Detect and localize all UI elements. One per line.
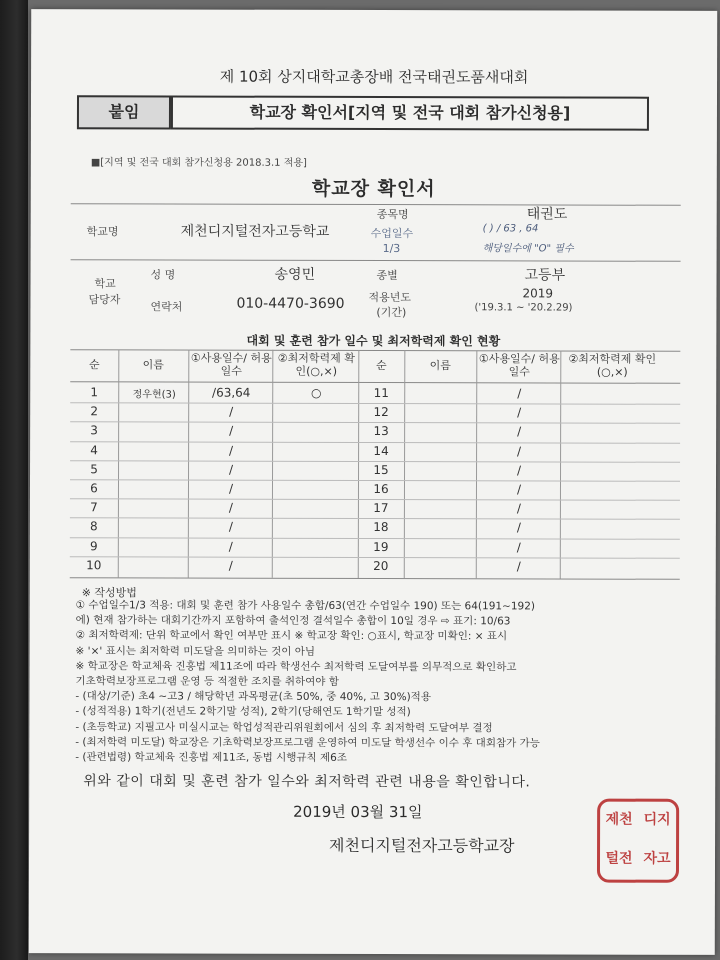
grid-header-line xyxy=(70,381,680,384)
col-header-no: 순 xyxy=(88,358,100,372)
days-value: ( ) / 63 , 64 xyxy=(482,223,539,235)
official-seal xyxy=(597,799,679,883)
binder-edge xyxy=(0,0,28,960)
grid-cell-days: / xyxy=(516,520,521,535)
grid-cell-days: / xyxy=(516,559,521,574)
grid-cell-days: / xyxy=(516,482,522,497)
grid-cell-no: 16 xyxy=(373,482,389,497)
seal-text: 털전 xyxy=(605,850,633,867)
event-value: 태권도 xyxy=(526,206,568,223)
confirmation-date: 2019년 03월 31일 xyxy=(293,802,423,822)
grid-cell-no: 2 xyxy=(90,404,99,419)
days-fraction: 1/3 xyxy=(382,242,401,256)
staff-label-2: 담당자 xyxy=(88,293,121,307)
grid-cell-days: / xyxy=(229,404,234,419)
col-header-days-2: ①사용일수/ 허용일수 xyxy=(478,352,560,379)
grid-cell-no: 13 xyxy=(373,424,389,439)
grid-cell-no: 18 xyxy=(373,520,389,535)
col-header-check: ②최저학력제 확인(○,×) xyxy=(277,351,355,378)
seal-text: 디지 xyxy=(643,811,671,828)
grid-cell-no: 10 xyxy=(86,558,102,573)
grid-cell-days: / xyxy=(228,481,234,496)
grid-cell-no: 19 xyxy=(373,539,389,554)
year-label-1: 적용년도 xyxy=(368,290,412,305)
instruction-line: ※ 학교장은 학교체육 진흥법 제11조에 따라 학생선수 최저학력 도달여부를 의무적으로 확인하고 xyxy=(75,660,517,674)
grid-cell-no: 15 xyxy=(373,462,389,477)
divider xyxy=(71,203,681,206)
confirmation-statement: 위와 같이 대회 및 훈련 참가 일수와 최저학력 관련 내용을 확인합니다. xyxy=(83,773,531,791)
applicability-note: ■[지역 및 전국 대회 참가신청용 2018.3.1 적용] xyxy=(90,157,307,169)
school-name: 제천디지털전자고등학교 xyxy=(180,223,330,240)
category-value: 고등부 xyxy=(524,267,566,284)
grid-cell-days: / xyxy=(517,405,522,420)
grid-top-line xyxy=(70,349,680,352)
document-page xyxy=(29,9,717,955)
principal-signature-line: 제천디지털전자고등학교장 xyxy=(329,835,515,856)
grid-cell-no: 12 xyxy=(373,405,389,420)
year-value: 2019 xyxy=(522,286,554,301)
grid-cell-no: 8 xyxy=(90,519,98,534)
grid-title: 대회 및 훈련 참가 일수 및 최저학력제 확인 현황 xyxy=(246,333,501,349)
instruction-line: 기초학력보장프로그램 운영 등 적절한 조치를 취하여야 함 xyxy=(75,675,339,688)
instructions-heading: ※ 작성방법 xyxy=(81,586,137,600)
grid-cell-no: 3 xyxy=(90,423,98,438)
grid-cell-no: 14 xyxy=(373,443,389,458)
grid-cell-days: / xyxy=(516,463,522,478)
category-label: 종별 xyxy=(376,269,398,283)
grid-cell-days: / xyxy=(228,520,233,535)
event-label: 종목명 xyxy=(376,208,409,222)
days-label: 수업일수 xyxy=(370,226,414,241)
grid-cell-days: / xyxy=(516,539,521,554)
name-label: 성 명 xyxy=(150,268,176,282)
year-label-2: (기간) xyxy=(376,306,407,320)
instruction-line: - (초등학교) 지필고사 미실시교는 학업성적관리위원회에서 심의 후 최저학력 도달여부 결정 xyxy=(75,720,493,734)
grid-cell-no: 7 xyxy=(90,500,98,515)
grid-cell-no: 4 xyxy=(90,442,98,457)
name-value: 송영민 xyxy=(274,266,316,283)
seal-text: 자고 xyxy=(643,850,671,867)
grid-cell-no: 5 xyxy=(90,462,98,477)
divider xyxy=(71,259,681,262)
grid-cell-days: / xyxy=(517,424,522,439)
grid-cell-days: / xyxy=(516,501,521,516)
grid-cell-days: / xyxy=(228,539,233,554)
grid-cell-days: / xyxy=(229,424,234,439)
grid-cell-days: / xyxy=(517,386,522,401)
seal-text: 제천 xyxy=(605,811,633,828)
grid-cell-no: 11 xyxy=(373,386,389,401)
days-note: 해당일수에 "O" 필수 xyxy=(482,243,574,255)
staff-label-1: 학교 xyxy=(94,277,116,291)
col-header-days: ①사용일수/ 허용일수 xyxy=(190,351,272,378)
form-title: 학교장 확인서 xyxy=(311,177,436,201)
contact-value: 010-4470-3690 xyxy=(236,295,345,312)
grid-cell-no: 17 xyxy=(373,501,389,516)
grid-cell-days: / xyxy=(517,443,522,458)
col-header-name-2: 이름 xyxy=(429,359,451,373)
col-header-name: 이름 xyxy=(142,358,164,372)
col-header-no-2: 순 xyxy=(375,359,387,373)
instruction-line: - (성적적용) 1학기(전년도 2학기말 성적), 2학기(당해연도 1학기말 성적) xyxy=(75,705,411,719)
school-label: 학교명 xyxy=(86,225,119,239)
attachment-label: 붙임 xyxy=(77,95,171,129)
instruction-line: ※ '×' 표시는 최저학력 미도달을 의미하는 것이 아님 xyxy=(75,644,316,658)
grid-cell-days: /63,64 xyxy=(212,385,251,400)
instruction-line: ① 수업일수1/3 적용: 대회 및 훈련 참가 사용일수 총합/63(연간 수업일수 190) 또는 64(191~192) xyxy=(75,599,536,613)
col-header-check-2: ②최저학력제 확인(○,×) xyxy=(568,352,657,379)
grid-cell-days: / xyxy=(228,462,234,477)
period-value: ('19.3.1 ~ '20.2.29) xyxy=(474,302,573,314)
instruction-line: - (최저학력 미도달) 학교장은 기초학력보장프로그램 운영하여 미도달 학생선수 이수 후 대회참가 가능 xyxy=(75,736,540,750)
instruction-line: - (관련법령) 학교체육 진흥법 제11조, 동법 시행규칙 제6조 xyxy=(75,751,348,764)
grid-cell-days: / xyxy=(228,500,233,515)
grid-cell-no: 20 xyxy=(373,558,389,573)
instruction-line: 에) 현재 참가하는 대회기간까지 포함하여 출석인정 결석일수 총합이 10일 경우 ⇨ 표기: 10/63 xyxy=(75,614,511,628)
contact-label: 연락처 xyxy=(150,300,183,314)
grid-cell-no: 9 xyxy=(89,538,98,553)
grid-cell-no: 1 xyxy=(90,385,99,400)
document-title: 학교장 확인서[지역 및 전국 대회 참가신청용] xyxy=(171,95,649,130)
grid-cell-days: / xyxy=(229,443,234,458)
grid-cell-name: 정우현(3) xyxy=(132,389,176,401)
instruction-line: ② 최저학력제: 단위 학교에서 확인 여부만 표시 ※ 학교장 확인: ○표시, 학교장 미확인: × 표시 xyxy=(75,629,508,643)
grid-bottom-line xyxy=(70,577,680,580)
event-title: 제 10회 상지대학교총장배 전국태권도품새대회 xyxy=(219,67,529,87)
grid-cell-check: ○ xyxy=(310,385,322,400)
instruction-line: - (대상/기준) 초4 ~고3 / 해당학년 과목평균(초 50%, 중 40%, 고 30%)적용 xyxy=(75,690,431,704)
grid-cell-no: 6 xyxy=(90,481,98,496)
grid-cell-days: / xyxy=(228,558,233,573)
